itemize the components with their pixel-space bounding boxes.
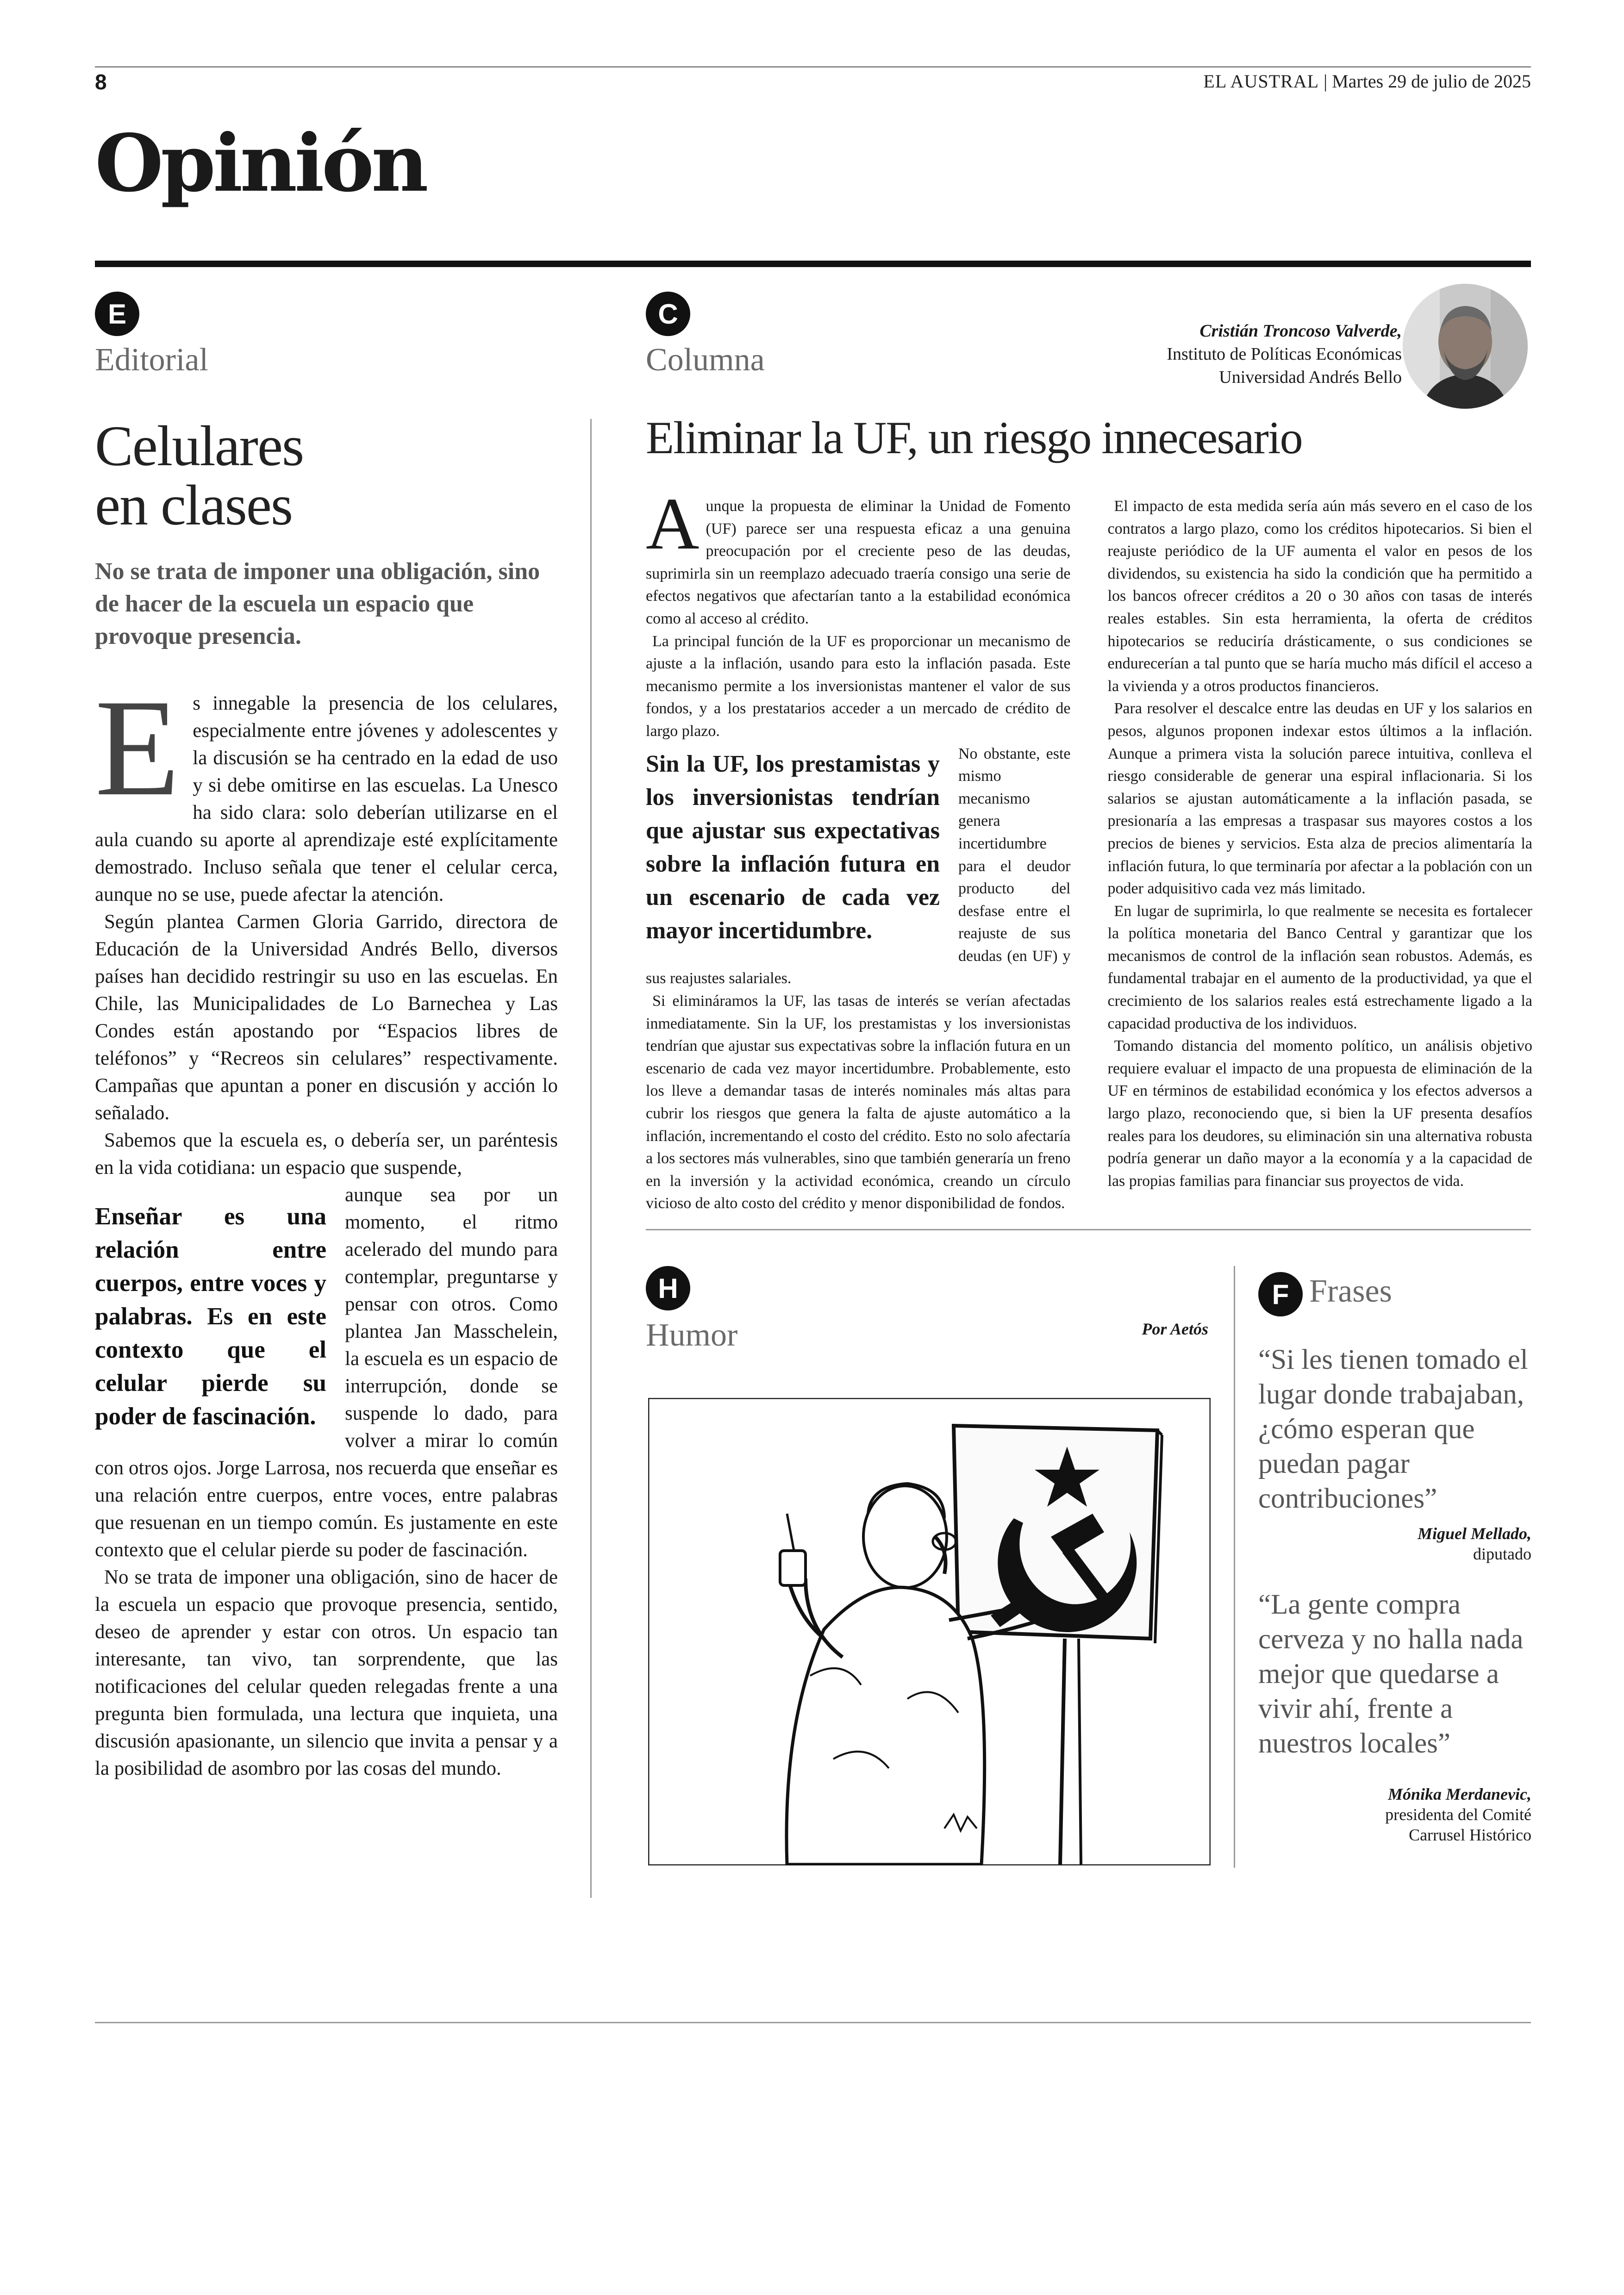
page-number: 8 [95,70,107,94]
author-role: Universidad Andrés Bello [1219,368,1402,387]
frases-divider [1234,1266,1235,1868]
paragraph: aunque sea por un momento, el ritmo acelerado del mundo para contemplar, preguntarse y pensar con otros. Como plantea Jan Masschelein, la escuela es un espacio de interrupción, donde se suspende lo dado, para volver a mirar lo común con otros ojos. Jorge Larrosa, nos recuerda que enseñar es una relación entre cuerpos, entre voces, entre palabras que resuenan en un tiempo común. Es justamente en este contexto que el celular pierde su poder de fascinación. [95,1184,558,1561]
author-byline [1167,319,1402,389]
paragraph: La principal función de la UF es proporcionar un mecanismo de ajuste a la inflación, usando para esto la inflación pasada. Este mecanismo permite a los inversionistas mantener el valor de sus fondos, y a los prestatarios acceder a un mercado de crédito de largo plazo. [646,632,1071,740]
drop-cap: A [646,482,700,565]
author-role: Carrusel Histórico [1409,1826,1531,1844]
column-kicker: Columna [646,342,765,378]
paragraph: Sabemos que la escuela es, o debería ser, un paréntesis en la vida cotidiana: un espacio que suspende, [95,1129,558,1179]
author-role: diputado [1473,1545,1531,1563]
paragraph: No obstante, este mismo mecanismo genera incertidumbre para el deudor producto del desfase entre el reajuste de sus deudas (en UF) y sus reajustes salariales. [646,745,1071,987]
quote: “La gente compra cerveza y no halla nada mejor que quedarse a vivir ahí, frente a nuestros locales” [1258,1589,1524,1759]
humor-badge: H [646,1266,690,1310]
editorial-headline [95,414,581,537]
frases-kicker: Frases [1309,1273,1392,1309]
section-rule [95,261,1531,267]
paragraph: Si elimináramos la UF, las tasas de interés se verían afectadas inmediatamente. Sin la UF, los prestamistas y los inversionistas tendrían que ajustar sus expectativas sobre la inflación futura en un escenario de cada vez mayor incertidumbre. Probablemente, esto los lleve a demandar tasas de interés nominales más altas para cubrir los riesgos que genera la falta de ajuste automático a la inflación, incrementando el costo del crédito. Esto no solo afectaría a los sectores más vulnerables, sino que también generaría un freno en la inversión y la actividad económica, creando un círculo vicioso de alto costo del crédito y menor disponibilidad de fondos. [646,992,1071,1212]
paragraph: Tomando distancia del momento político, un análisis objetivo requiere evaluar el impacto de una propuesta de eliminación de la UF en términos de estabilidad económica y los efectos adversos a largo plazo, reconociendo que, si bien la UF presenta desafíos reales para los deudores, su eliminación sin una alternativa robusta podría generar un daño mayor a la economía y a la capacidad de las propias familias para financiar sus proyectos de vida. [1107,1037,1532,1190]
frases-list [1258,1342,1531,1845]
humor-cartoon [648,1398,1211,1865]
author-name: Mónika Merdanevic, [1388,1785,1531,1803]
section-divider [646,1229,1531,1230]
editorial-body [95,671,558,1782]
bottom-rule [95,2022,1531,2023]
editorial-dek: No se trata de imponer una obligación, sino de hacer de la escuela un espacio que provoque presencia. [95,558,540,649]
author-photo [1403,284,1528,409]
paragraph: En lugar de suprimirla, lo que realmente se necesita es fortalecer la política monetaria del Banco Central y garantizar que los mecanismos de control de la inflación sean robustos. Además, es fundamental trabajar en el aumento de la productividad, ya que el crecimiento de los salarios reales está estrechamente ligado a la capacidad productiva de los individuos. [1107,902,1532,1032]
column-body [646,482,1532,1215]
paragraph: unque la propuesta de eliminar la Unidad de Fomento (UF) parece ser una respuesta eficaz a una genuina preocupación por el creciente peso de las deudas, suprimirla sin un reemplazo adecuado traería consigo una serie de efectos negativos que afectarían tanto a la estabilidad económica como al acceso al crédito. [646,498,1071,627]
frases-badge: F [1258,1272,1303,1316]
headline-line: en clases [95,474,293,537]
editorial-kicker: Editorial [95,342,208,378]
headline-line: Celulares [95,414,304,478]
section-title: Opinión [95,117,426,210]
editorial-badge: E [95,292,139,336]
paragraph: Según plantea Carmen Gloria Garrido, directora de Educación de la Universidad Andrés Bello, diversos países han decidido restringir su uso en las escuelas. En Chile, las Municipalidades de Lo Barnechea y Las Condes están apostando por “Espacios libres de teléfonos” y “Recreos sin celulares” respectivamente. Campañas que apuntan a poner en discusión y acción lo señalado. [95,911,558,1124]
quote-author [1258,1784,1531,1845]
paragraph: No se trata de imponer una obligación, sino de hacer de la escuela un espacio que provoque presencia, sentido, deseo de aprender y estar con otros. Un espacio tan interesante, tan vivo, tan sorprendente, que las notificaciones del celular queden relegadas frente a una pregunta bien formulada, una lectura que inquieta, una discusión apasionante, un silencio que invita a pensar y a la posibilidad de asombro por las cosas del mundo. [95,1566,558,1779]
issue-date: Martes 29 de julio de 2025 [1332,71,1531,92]
masthead: EL AUSTRAL | Martes 29 de julio de 2025 [1203,71,1531,92]
column-badge: C [646,292,690,336]
pull-quote: Enseñar es una relación entre cuerpos, entre voces y palabras. Es en este contexto que el celular pierde su poder de fascinación. [95,1203,326,1430]
paragraph: El impacto de esta medida sería aún más severo en el caso de los contratos a largo plazo, como los créditos hipotecarios. Si bien el reajuste periódico de la UF aumenta el valor en pesos de los dividendos, su existencia ha sido la condición que ha permitido a los bancos ofrecer créditos a 20 o 30 años con tasas de interés reales estables. Sin esta herramienta, la oferta de créditos hipotecarios se reduciría drásticamente, o sus condiciones se endurecerían a tal punto que se haría mucho más difícil el acceso a la vivienda y a otros productos financieros. [1107,498,1532,695]
author-role: Instituto de Políticas Económicas [1167,344,1402,364]
column-divider [590,419,592,1898]
top-rule [95,66,1531,68]
author-name: Cristián Troncoso Valverde, [1199,321,1402,341]
paragraph: s innegable la presencia de los celulares, especialmente entre jóvenes y adolescentes y la discusión se ha centrado en la edad de uso y si debe omitirse en las escuelas. La Unesco ha sido clara: solo deberían utilizarse en el aula cuando su aporte al aprendizaje esté explícitamente demostrado. Incluso señala que tener el celular cerca, aunque no se use, puede afectar la atención. [95,692,558,905]
quote-author [1258,1523,1531,1564]
drop-cap: E [95,671,180,824]
column-headline: Eliminar la UF, un riesgo innecesario [646,412,1302,463]
humor-credit: Por Aetós [1142,1320,1208,1338]
quote: “Si les tienen tomado el lugar donde trabajaban, ¿cómo esperan que puedan pagar contribuciones” [1258,1344,1528,1514]
newspaper-name: EL AUSTRAL [1203,71,1319,92]
humor-kicker: Humor [646,1317,738,1353]
author-role: presidenta del Comité [1385,1805,1531,1824]
paragraph: Para resolver el descalce entre las deudas en UF y los salarios en pesos, algunos proponen indexar estos últimos a la inflación. Aunque a primera vista la solución parece intuitiva, conlleva el riesgo considerable de generar una espiral inflacionaria. Si los salarios se ajustan automáticamente a la inflación pasada, se presionaría a las empresas a traspasar sus mayores costos a los precios de bienes y servicios. Esta alza de precios alimentaría la inflación futura, lo que terminaría por afectar a la población con un poder adquisitivo cada vez más limitado. [1107,700,1532,898]
author-name: Miguel Mellado, [1417,1524,1531,1543]
pull-quote: Sin la UF, los prestamistas y los inversionistas tendrían que ajustar sus expectativas sobre la inflación futura en un escenario de cada vez mayor incertidumbre. [646,750,940,944]
